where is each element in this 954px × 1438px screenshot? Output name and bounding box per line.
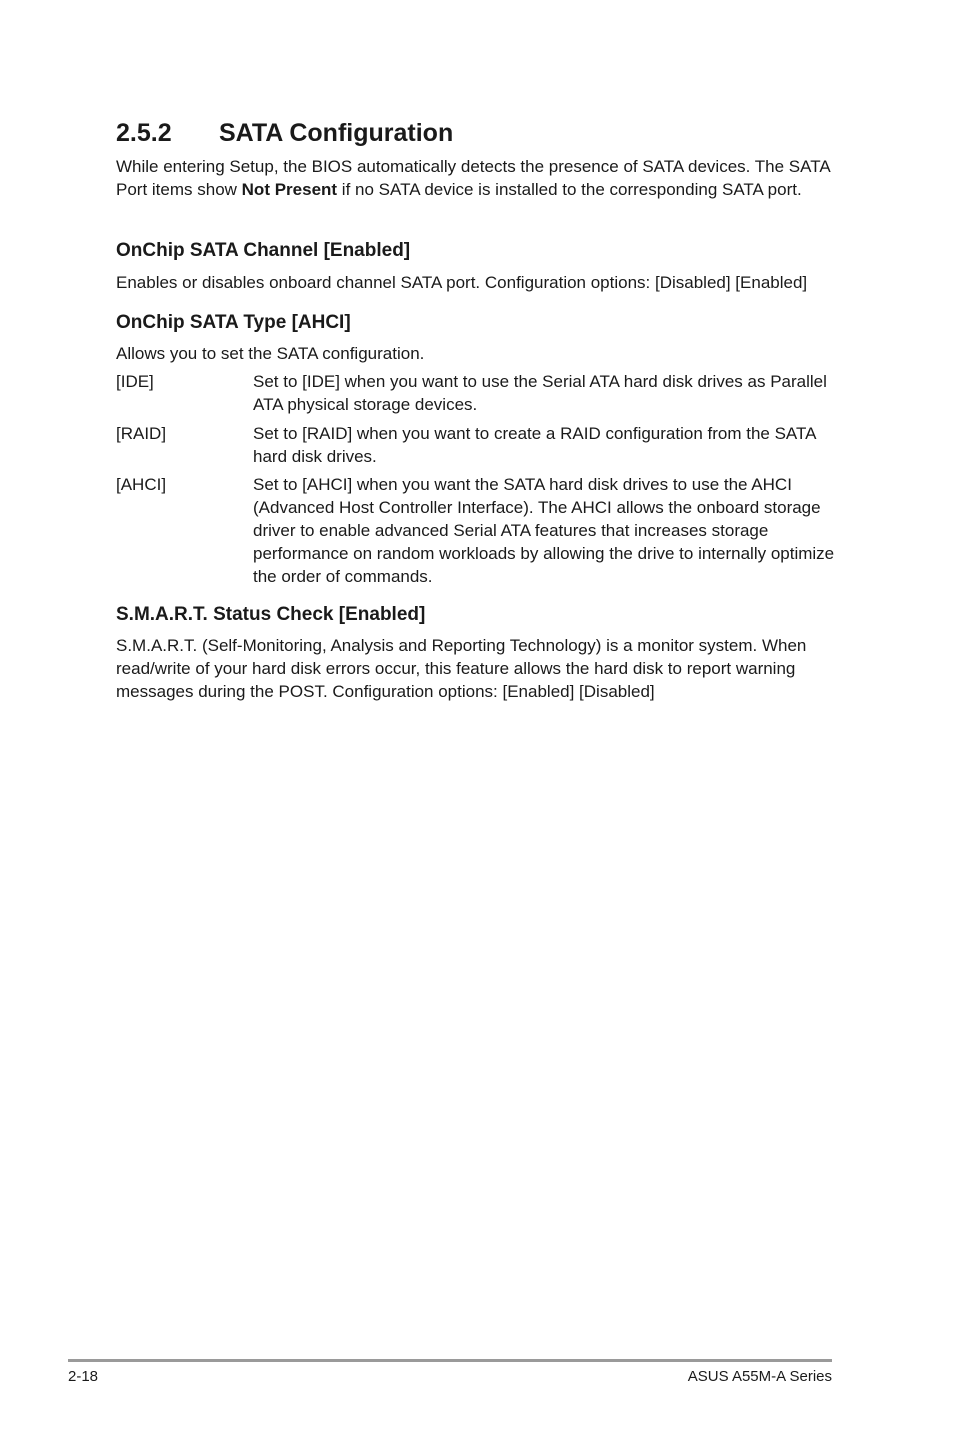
option-key: [RAID] [116, 424, 167, 443]
intro-text-after: if no SATA device is installed to the corresponding SATA port. [337, 180, 802, 199]
footer-product-name: ASUS A55M-A Series [687, 1368, 832, 1385]
intro-text-before: While entering Setup, the BIOS automatically detects the presence of SATA devices. The SATA Port items show [116, 157, 830, 199]
footer-page-number: 2-18 [68, 1368, 99, 1385]
section-title [116, 117, 453, 149]
option-description: Set to [AHCI] when you want the SATA hard disk drives to use the AHCI (Advanced Host Controller Interface). The AHCI allows the onboard storage driver to enable advanced Serial ATA features that increases storage performance on random workloads by allowing the drive to internally optimize the order of commands. [253, 475, 835, 586]
option-description: Set to [RAID] when you want to create a RAID configuration from the SATA hard disk drives. [253, 424, 816, 466]
intro-bold-term: Not Present [241, 180, 338, 199]
intro-paragraph [116, 155, 836, 201]
footer-divider [68, 1359, 832, 1362]
onchip-type-heading: OnChip SATA Type [AHCI] [116, 312, 351, 333]
section-number: 2.5.2 [116, 119, 172, 147]
onchip-channel-heading: OnChip SATA Channel [Enabled] [116, 240, 411, 261]
smart-heading: S.M.A.R.T. Status Check [Enabled] [116, 604, 426, 625]
option-key: [IDE] [116, 372, 154, 391]
section-title-text: SATA Configuration [219, 119, 454, 147]
smart-text: S.M.A.R.T. (Self-Monitoring, Analysis and Reporting Technology) is a monitor system. When read/write of your hard disk errors occur, this feature allows the hard disk to report warning messages during the POST. Configuration options: [Enabled] [Disabled] [116, 636, 807, 701]
option-key: [AHCI] [116, 475, 167, 494]
onchip-channel-text: Enables or disables onboard channel SATA port. Configuration options: [Disabled] [Enabled] [116, 273, 808, 292]
onchip-type-text: Allows you to set the SATA configuration. [116, 344, 425, 363]
option-description: Set to [IDE] when you want to use the Serial ATA hard disk drives as Parallel ATA physical storage devices. [253, 372, 827, 414]
